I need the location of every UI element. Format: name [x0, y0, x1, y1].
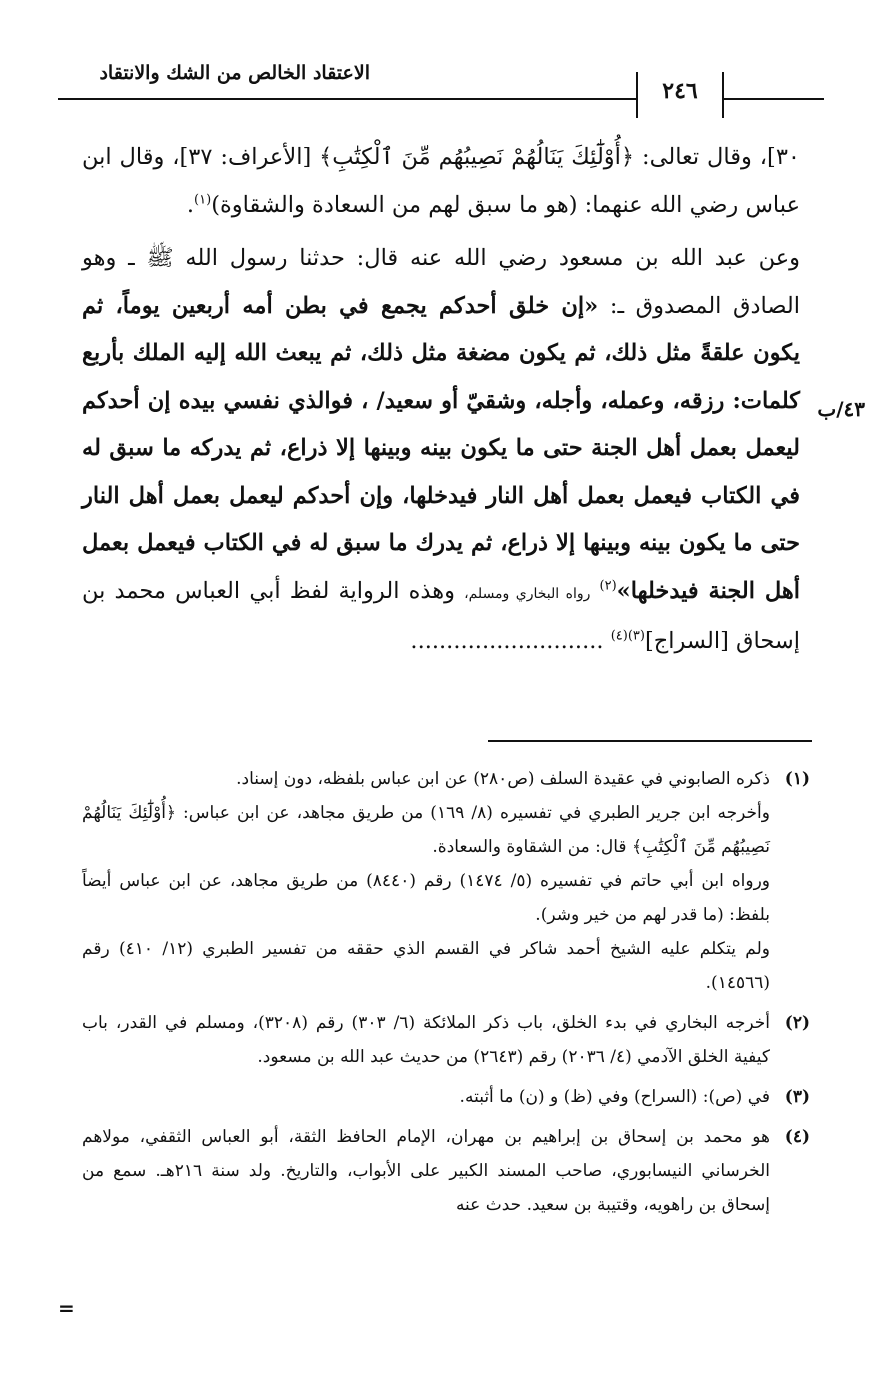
header-divider-left — [636, 72, 638, 118]
header-rule-left — [58, 98, 636, 100]
footnote-line: وأخرجه ابن جرير الطبري في تفسيره (٨/ ١٦٩) من طريق مجاهد، عن ابن عباس: ﴿أُوْلَٰٓئِكَ يَنَالُهُمْ نَصِيبُهُم مِّنَ ٱلْكِتَٰبِ﴾ قال: من الشقاوة والسعادة. — [82, 803, 770, 857]
footnote-separator — [488, 740, 812, 742]
footnote-3 — [82, 1080, 810, 1114]
footnote-line: ورواه ابن أبي حاتم في تفسيره (٥/ ١٤٧٤) رقم (٨٤٤٠) من طريق مجاهد، عن ابن عباس أيضاً بلفظ: (ما قدر لهم من خير وشر). — [82, 871, 770, 925]
header-rule-right — [724, 98, 824, 100]
footnote-number: (١) — [784, 769, 810, 789]
narrators-note: رواه البخاري ومسلم، — [464, 585, 591, 602]
header-divider-right — [722, 72, 724, 118]
main-text — [82, 134, 800, 666]
continuation-mark: = — [58, 1296, 75, 1320]
paragraph-1-text: ٣٠]، وقال تعالى: ﴿أُوْلَٰٓئِكَ يَنَالُهُمْ نَصِيبُهُم مِّنَ ٱلْكِتَٰبِ﴾ [الأعراف: ٣٧]، وقال ابن عباس رضي الله عنهما: (هو ما سبق لهم من السعادة والشقاوة) — [82, 144, 800, 218]
footnote-1 — [82, 762, 810, 1000]
footnote-number: (٤) — [784, 1127, 810, 1147]
leader-dots: ........................... — [410, 628, 604, 654]
page-number: ٢٤٦ — [662, 78, 698, 104]
footnote-2 — [82, 1006, 810, 1074]
footnote-line: ذكره الصابوني في عقيدة السلف (ص٢٨٠) عن ابن عباس بلفظه، دون إسناد. — [236, 769, 770, 789]
running-title: الاعتقاد الخالص من الشك والانتقاد — [99, 62, 370, 84]
footnote-line: ولم يتكلم عليه الشيخ أحمد شاكر في القسم الذي حققه من تفسير الطبري (١٢/ ٤١٠) رقم (١٤٥٦٦). — [82, 939, 770, 993]
paragraph-1-end: . — [186, 191, 195, 218]
footnote-ref-2: (٢) — [599, 578, 617, 593]
footnote-body: أخرجه البخاري في بدء الخلق، باب ذكر الملائكة (٦/ ٣٠٣) رقم (٣٢٠٨)، ومسلم في القدر، باب كيفية الخلق الآدمي (٤/ ٢٠٣٦) رقم (٢٦٤٣) من حديث عبد الله بن مسعود. — [82, 1013, 770, 1067]
hadith-text: «إن خلق أحدكم يجمع في بطن أمه أربعين يوماً، ثم يكون علقةً مثل ذلك، ثم يكون مضغة مثل ذلك، ثم يبعث الله إليه الملك بأربع كلمات: رزقه، وعمله، وأجله، وشقيّ أو سعيد/ ، فوالذي نفسي بيده إن أحدكم ليعمل بعمل أهل الجنة حتى ما يكون بينه وبينها إلا ذراع، ثم يدركه ما سبق له في الكتاب فيعمل بعمل أهل النار فيدخلها، وإن أحدكم ليعمل بعمل أهل النار حتى ما يكون بينه وبينها إلا ذراع، ثم يدرك ما سبق له في الكتاب فيعمل بعمل أهل الجنة فيدخلها» — [82, 292, 800, 604]
hadith-intro: وعن عبد الله بن مسعود رضي الله عنه قال: حدثنا رسول الله ﷺ ـ وهو الصادق المصدوق ـ: — [82, 245, 800, 319]
manuscript-folio-marker: ٤٣/ب — [817, 397, 865, 421]
footnote-number: (٣) — [784, 1087, 810, 1107]
footnotes — [82, 762, 810, 1228]
footnote-4 — [82, 1120, 810, 1222]
footnote-number: (٢) — [784, 1013, 810, 1033]
footnote-body — [82, 762, 770, 1000]
footnote-body: هو محمد بن إسحاق بن إبراهيم بن مهران، الإمام الحافظ الثقة، أبو العباس الثقفي، مولاهم الخرساني النيسابوري، صاحب المسند الكبير على الأبواب، والتاريخ. ولد سنة ٢١٦هـ. سمع من إسحاق بن راهويه، وقتيبة بن سعيد. حدث عنه — [82, 1127, 771, 1215]
paragraph-2 — [82, 235, 800, 666]
footnote-ref-3-4: (٣)(٤) — [610, 628, 645, 644]
narration-attribution: وهذه الرواية لفظ أبي العباس محمد بن إسحاق [السراج] — [82, 577, 800, 654]
paragraph-1 — [82, 134, 800, 229]
footnote-ref-1: (١) — [194, 192, 212, 207]
footnote-body: في (ص): (السراح) وفي (ظ) و (ن) ما أثبته. — [459, 1087, 770, 1107]
